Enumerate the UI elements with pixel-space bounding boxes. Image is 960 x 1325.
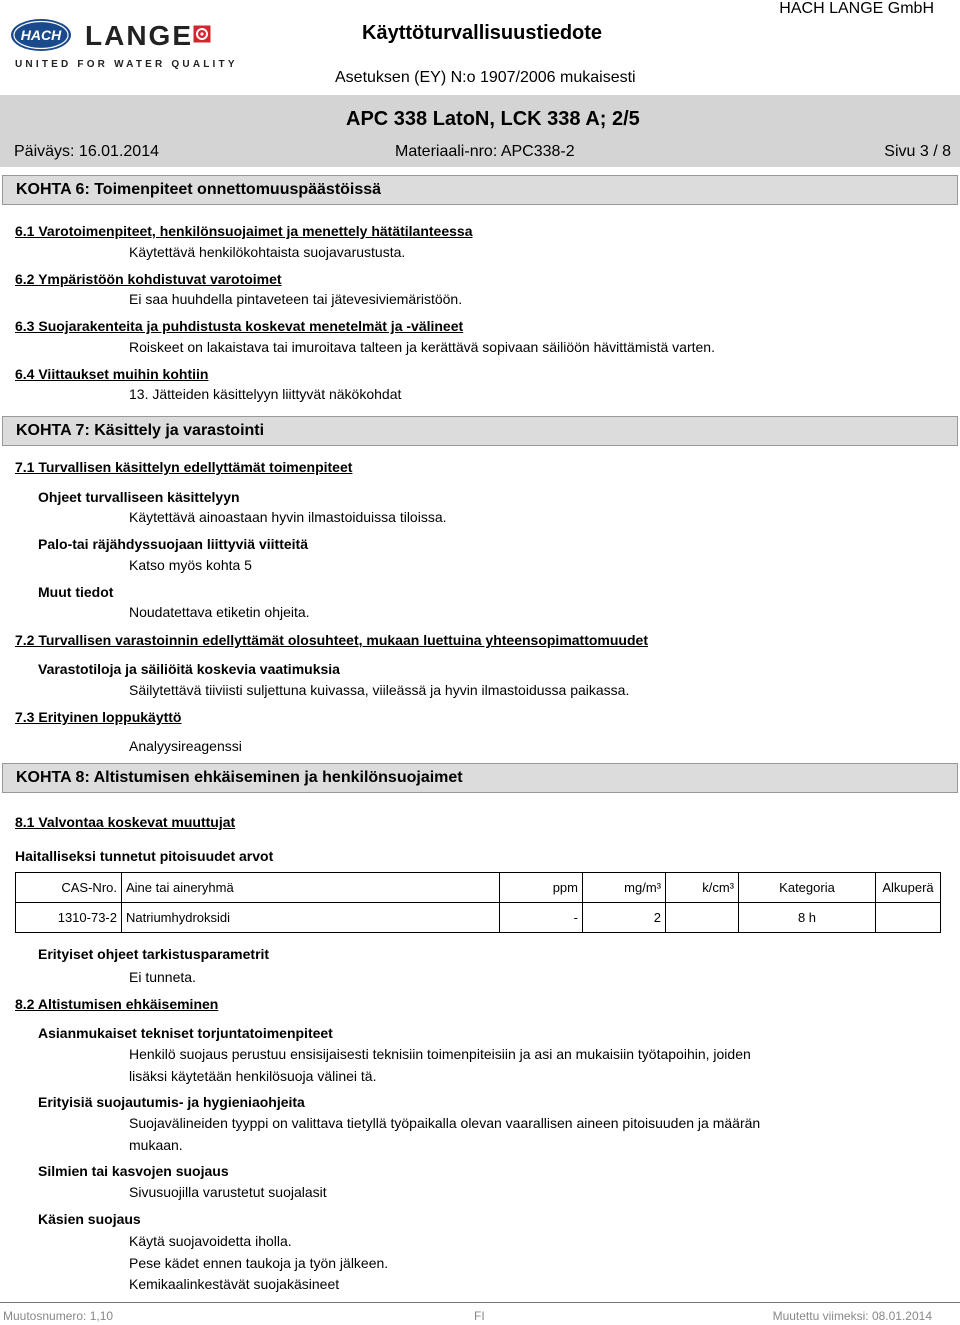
s64-title: 6.4 Viittaukset muihin kohtiin (15, 366, 209, 382)
table-row (16, 903, 941, 933)
handling-label: Ohjeet turvalliseen käsittelyyn (38, 489, 240, 505)
section-6-title: KOHTA 6: Toimenpiteet onnettomuuspäästöissä (16, 181, 382, 198)
regulation: Asetuksen (EY) N:o 1907/2006 mukaisesti (335, 69, 636, 86)
footer (0, 1302, 960, 1325)
s73-title: 7.3 Erityinen loppukäyttö (15, 709, 182, 725)
lange-mark-icon (193, 25, 211, 43)
eng-text-line1: Henkilö suojaus perustuu ensisijaisesti teknisiin toimenpiteisiin ja asi an mukaisiin työtapoihin, joiden (129, 1046, 751, 1062)
s62-text: Ei saa huuhdella pintaveteen tai jätevesiviemäristöön. (129, 291, 463, 307)
monitor-text: Ei tunneta. (129, 969, 196, 985)
tagline: UNITED FOR WATER QUALITY (15, 59, 238, 70)
s63-text: Roiskeet on lakaistava tai imuroitava talteen ja kerättävä sopivaan säiliöön hävittämistä varten. (129, 339, 715, 355)
hyg-text-line1: Suojavälineiden tyyppi on valittava tietyllä työpaikalla olevan vaarallisen aineen pitoisuuden ja määrän (129, 1115, 761, 1131)
s61-title: 6.1 Varotoimenpiteet, henkilönsuojaimet ja menettely hätätilanteessa (15, 223, 473, 239)
material-number: Materiaali-nro: APC338-2 (395, 143, 575, 160)
section-6-header (2, 175, 958, 205)
s73-text: Analyysireagenssi (129, 738, 242, 754)
hyg-text-line2: mukaan. (129, 1137, 183, 1153)
section-8-header (2, 763, 958, 793)
limits-label: Haitalliseksi tunnetut pitoisuudet arvot (15, 848, 274, 864)
handling-text: Käytettävä ainoastaan hyvin ilmastoiduissa tiloissa. (129, 509, 447, 525)
document-title: Käyttöturvallisuustiedote (362, 22, 603, 44)
section-7-title: KOHTA 7: Käsittely ja varastointi (16, 422, 265, 439)
lange-logo-text: LANGE (85, 20, 193, 51)
s71-title: 7.1 Turvallisen käsittelyn edellyttämät toimenpiteet (15, 459, 353, 475)
page-number: Sivu 3 / 8 (884, 143, 951, 160)
section-8-title: KOHTA 8: Altistumisen ehkäiseminen ja henkilönsuojaimet (16, 769, 463, 786)
eye-label: Silmien tai kasvojen suojaus (38, 1163, 229, 1179)
hand-text-line1: Käytä suojavoidetta iholla. (129, 1233, 292, 1249)
other-text: Noudatettava etiketin ohjeita. (129, 604, 310, 620)
last-modified: Muutettu viimeksi: 08.01.2014 (772, 1309, 932, 1323)
fire-text: Katso myös kohta 5 (129, 557, 252, 573)
s63-title: 6.3 Suojarakenteita ja puhdistusta koskevat menetelmät ja -välineet (15, 318, 464, 334)
s81-title: 8.1 Valvontaa koskevat muuttujat (15, 814, 236, 830)
product-name: APC 338 LatoN, LCK 338 A; 2/5 (346, 108, 640, 130)
table-header-cell: Kategoria (739, 873, 876, 903)
s64-text: 13. Jätteiden käsittelyyn liittyvät näkökohdat (129, 386, 402, 402)
table-header-cell: ppm (500, 873, 583, 903)
hand-text-line3: Kemikaalinkestävät suojakäsineet (129, 1276, 340, 1292)
other-label: Muut tiedot (38, 584, 114, 600)
hyg-label: Erityisiä suojautumis- ja hygieniaohjeita (38, 1094, 305, 1110)
table-header-cell: CAS-Nro. (16, 873, 122, 903)
hach-logo (10, 18, 72, 52)
date: Päiväys: 16.01.2014 (14, 143, 159, 160)
company-name: HACH LANGE GmbH (779, 0, 934, 17)
table-cell: 2 (583, 903, 666, 933)
eye-text: Sivusuojilla varustetut suojalasit (129, 1184, 327, 1200)
s61-text: Käytettävä henkilökohtaista suojavarustusta. (129, 244, 406, 260)
table-header-cell: mg/m³ (583, 873, 666, 903)
table-cell (876, 903, 941, 933)
monitor-label: Erityiset ohjeet tarkistusparametrit (38, 946, 270, 962)
table-header-cell: Aine tai aineryhmä (122, 873, 500, 903)
eng-label: Asianmukaiset tekniset torjuntatoimenpiteet (38, 1025, 333, 1041)
table-cell: Natriumhydroksidi (122, 903, 500, 933)
table-header-cell: Alkuperä (876, 873, 941, 903)
storage-label: Varastotiloja ja säiliöitä koskevia vaatimuksia (38, 661, 340, 677)
s82-title: 8.2 Altistumisen ehkäiseminen (15, 996, 219, 1012)
hand-text-line2: Pese kädet ennen taukoja ja työn jälkeen. (129, 1255, 389, 1271)
table-cell: - (500, 903, 583, 933)
table-cell: 8 h (739, 903, 876, 933)
section-7-header (2, 416, 958, 446)
s62-title: 6.2 Ympäristöön kohdistuvat varotoimet (15, 271, 282, 287)
table-cell (666, 903, 739, 933)
hand-label: Käsien suojaus (38, 1211, 141, 1227)
exposure-limits-table (15, 872, 941, 933)
s72-title: 7.2 Turvallisen varastoinnin edellyttämät olosuhteet, mukaan luettuina yhteensopimattomuudet (15, 632, 648, 648)
hach-logo-text: HACH (20, 27, 62, 43)
storage-text: Säilytettävä tiiviisti suljettuna kuivassa, viileässä ja hyvin ilmastoidussa paikassa. (129, 682, 630, 698)
language-code: FI (474, 1309, 485, 1323)
revision-number: Muutosnumero: 1,10 (3, 1309, 114, 1323)
table-header-row (16, 873, 941, 903)
table-cell: 1310-73-2 (16, 903, 122, 933)
fire-label: Palo-tai räjähdyssuojaan liittyviä viitteitä (38, 536, 308, 552)
table-header-cell: k/cm³ (666, 873, 739, 903)
eng-text-line2: lisäksi käytetään henkilösuoja välinei tä. (129, 1068, 377, 1084)
